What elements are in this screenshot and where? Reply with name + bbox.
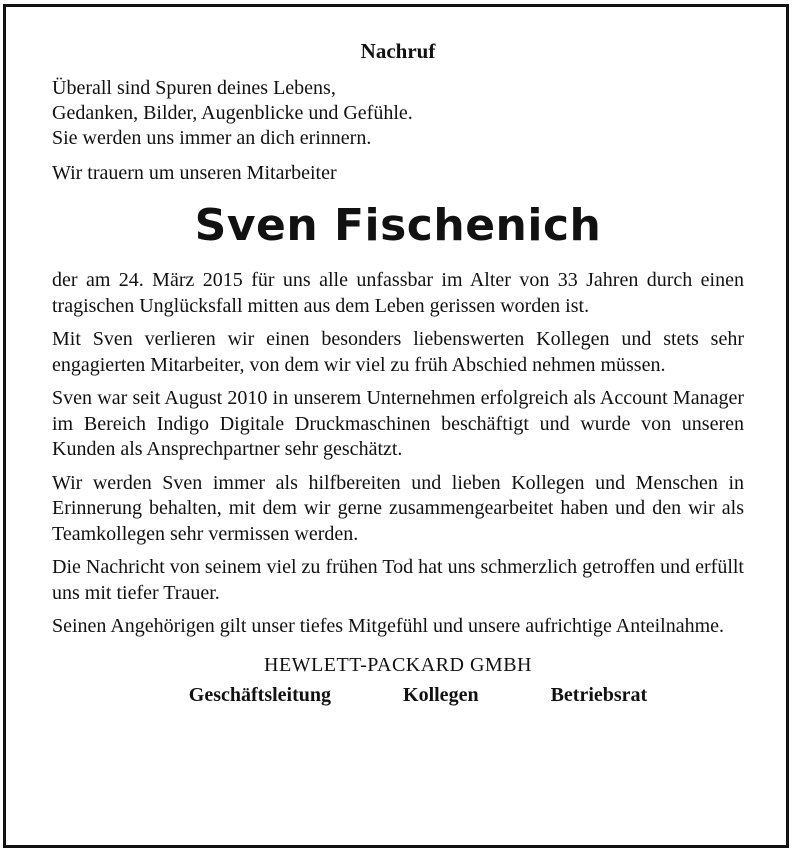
company-name: HEWLETT-PACKARD GMBH — [264, 653, 532, 676]
memorial-poem — [52, 76, 744, 151]
signatures — [92, 682, 744, 708]
poem-line: Sie werden uns immer an dich erinnern. — [52, 127, 372, 149]
signature-colleagues: Kollegen — [403, 683, 479, 706]
obituary-paragraph: der am 24. März 2015 für uns alle unfassbar im Alter von 33 Jahren durch einen tragischen Unglücksfall mitten aus dem Leben gerissen worden ist. — [52, 269, 744, 317]
obituary-content — [52, 38, 744, 708]
obituary-paragraph: Wir werden Sven immer als hilfbereiten und lieben Kollegen und Menschen in Erinnerung behalten, mit dem wir gerne zusammengearbeitet haben und den wir als Teamkollegen sehr vermissen werden. — [52, 471, 744, 545]
poem-line: Gedanken, Bilder, Augenblicke und Gefühle. — [52, 102, 413, 124]
obituary-paragraph: Die Nachricht von seinem viel zu frühen Tod hat uns schmerzlich getroffen und erfüllt uns mit tiefer Trauer. — [52, 556, 744, 604]
obituary-heading: Nachruf — [360, 39, 436, 63]
signature-works-council: Betriebsrat — [550, 683, 648, 706]
obituary-paragraph: Mit Sven verlieren wir einen besonders liebenswerten Kollegen und stets sehr engagierten Mitarbeiter, von dem wir viel zu früh Abschied nehmen müssen. — [52, 328, 744, 376]
mourning-intro: Wir trauern um unseren Mitarbeiter — [52, 162, 337, 184]
signature-management: Geschäftsleitung — [188, 683, 332, 706]
deceased-name: Sven Fischenich — [194, 200, 602, 251]
obituary-paragraph: Seinen Angehörigen gilt unser tiefes Mitgefühl und unsere aufrichtige Anteilnahme. — [52, 615, 725, 637]
poem-line: Überall sind Spuren deines Lebens, — [52, 77, 336, 99]
obituary-paragraph: Sven war seit August 2010 in unserem Unternehmen erfolgreich als Account Manager im Bereich Indigo Digitale Druckmaschinen beschäftigt und wurde von unseren Kunden als Ansprechpartner sehr geschätzt. — [52, 387, 744, 460]
